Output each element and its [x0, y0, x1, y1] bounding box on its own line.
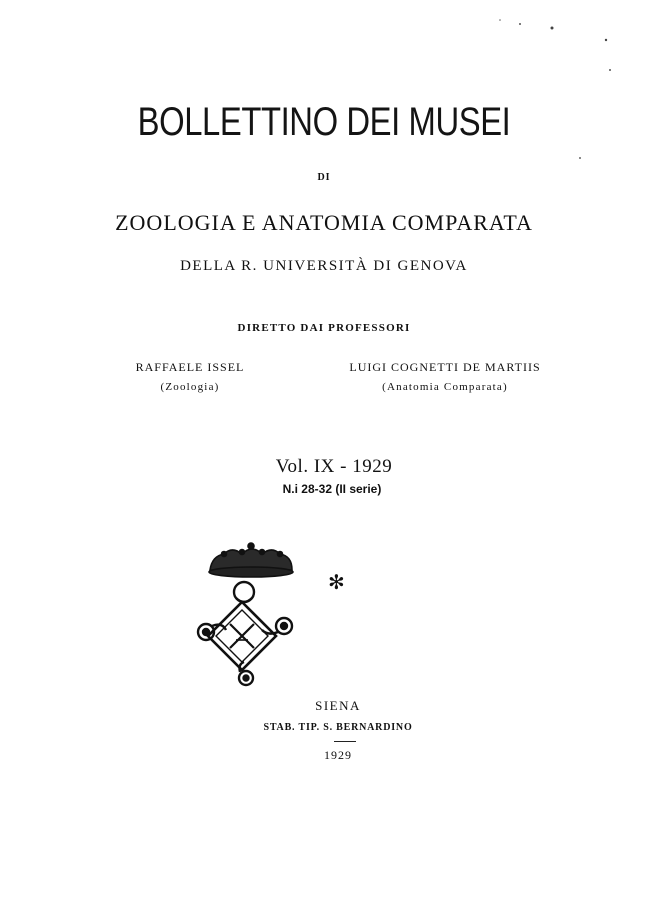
connector-di: DI	[317, 172, 331, 183]
imprint-printer: STAB. TIP. S. BERNARDINO	[263, 722, 413, 733]
volume-line: Vol. IX - 1929	[275, 456, 393, 477]
editor-left	[110, 360, 270, 393]
directed-by-label: DIRETTO DAI PROFESSORI	[237, 322, 411, 334]
editor-field: (Anatomia Comparata)	[382, 381, 508, 393]
imprint-rule	[334, 741, 356, 742]
imprint-city: SIENA	[315, 698, 361, 713]
university-line: DELLA R. UNIVERSITÀ DI GENOVA	[180, 258, 468, 274]
issue-numbers: N.i 28-32 (II serie)	[282, 482, 382, 496]
editor-name: LUIGI COGNETTI DE MARTIIS	[349, 360, 541, 374]
journal-subtitle: ZOOLOGIA E ANATOMIA COMPARATA	[115, 210, 533, 235]
asterism-ornament: ✻	[328, 570, 345, 594]
journal-title: BOLLETTINO DEI MUSEI	[137, 100, 511, 144]
crowned-monogram-icon	[192, 540, 310, 688]
imprint-year: 1929	[324, 748, 352, 762]
editor-right	[300, 360, 590, 393]
editor-field: (Zoologia)	[160, 381, 220, 393]
editor-name: RAFFAELE ISSEL	[135, 360, 245, 374]
